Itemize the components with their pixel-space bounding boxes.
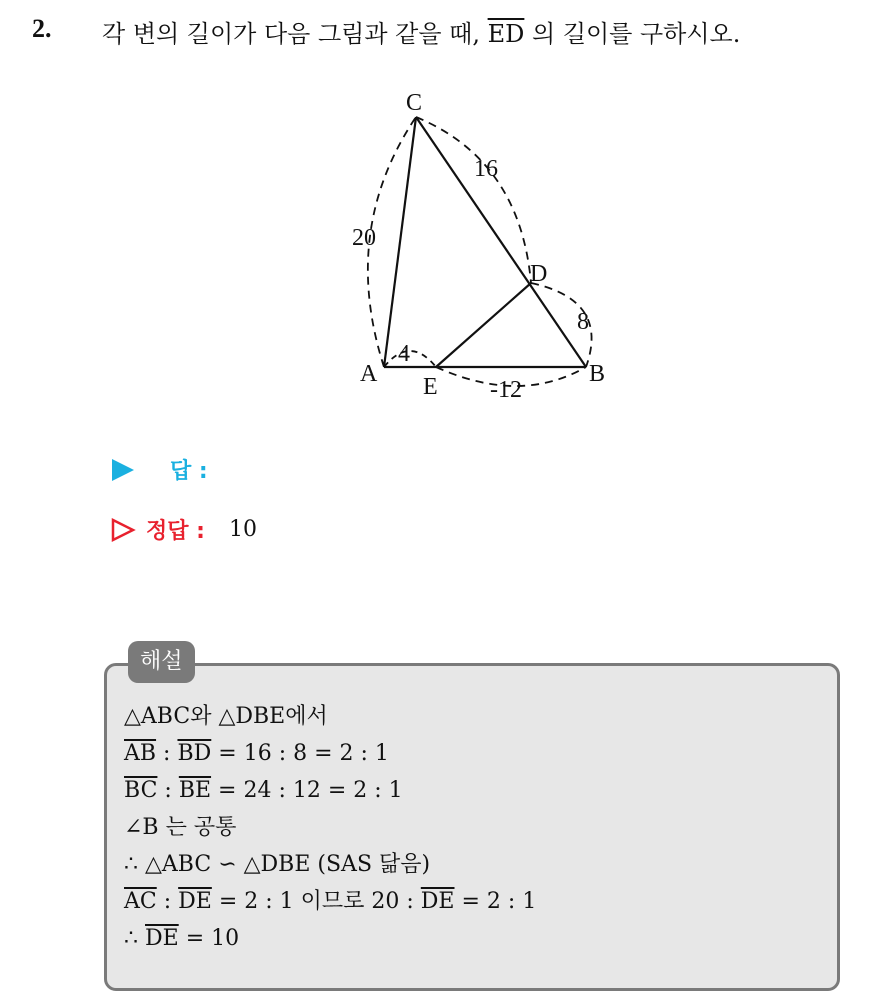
play-outline-icon: [110, 517, 136, 543]
explanation-content: [124, 698, 536, 957]
length-cd: 16: [474, 156, 498, 182]
label-b: B: [589, 361, 606, 387]
label-a: A: [360, 361, 378, 387]
explanation-line: ∴ △ABC ∽ △DBE (SAS 닮음): [124, 852, 431, 877]
explanation-line: $\overline{BC}$ : $\overline{BE} = 24$ : 12 = 2 : 1: [124, 778, 403, 803]
answer-label: 답 :: [170, 459, 208, 484]
question-text: [102, 14, 740, 49]
length-ae: 4: [398, 341, 410, 367]
side-cb: [416, 117, 586, 367]
explanation-line: ∠B 는 공통: [124, 815, 237, 840]
arc-ae: [384, 351, 436, 367]
question-text-part: 각 변의 길이가 다음 그림과 같을 때,: [102, 20, 488, 48]
label-c: C: [406, 90, 423, 116]
correct-answer-value: 10: [228, 517, 257, 542]
question-text-part: 의 길이를 구하시오.: [524, 20, 741, 48]
length-ac: 20: [352, 225, 376, 251]
length-eb: -12: [490, 377, 522, 403]
play-icon: [110, 457, 136, 483]
label-d: D: [530, 261, 548, 287]
explanation-tag: 해설: [128, 641, 195, 683]
correct-answer-row: [110, 514, 257, 545]
explanation-line: $\overline{AC}$ : $\overline{DE} = 2$ : 1 이므로 20 : $\overline{DE} = 2$ : 1: [124, 889, 537, 914]
correct-answer-label: 정답 :: [146, 519, 205, 544]
triangle-figure: [330, 80, 630, 410]
explanation-line: $\overline{AB}$ : $\overline{BD} = 16$ : 8 = 2 : 1: [124, 741, 389, 766]
length-db: 8: [577, 309, 589, 335]
label-e: E: [423, 374, 438, 400]
explanation-line: ∴ $\overline{DE} = 10$: [124, 926, 240, 951]
question-number: 2.: [32, 14, 52, 43]
segment-ed: $\overline{ED}$: [487, 20, 525, 48]
explanation-line: △ABC와 △DBE에서: [124, 704, 328, 729]
answer-row: [110, 454, 208, 485]
side-ac: [384, 117, 416, 367]
side-ed: [436, 283, 531, 367]
